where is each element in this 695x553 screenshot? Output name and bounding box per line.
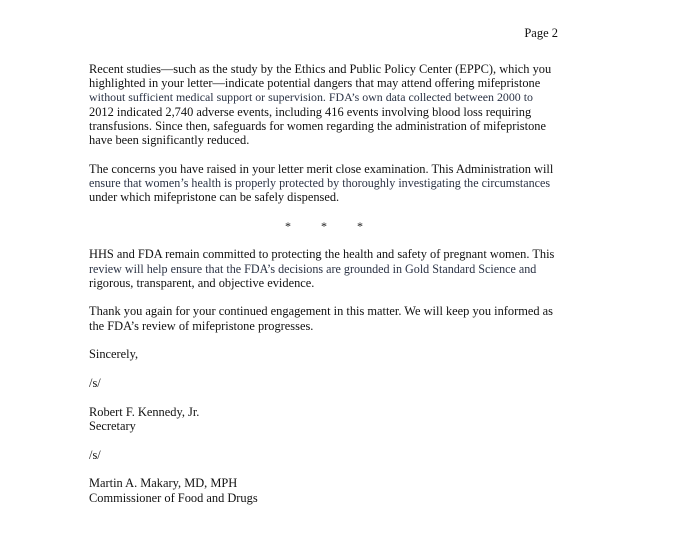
paragraph-line: transfusions. Since then, safeguards for women regarding the administration of mifepristone	[89, 118, 546, 133]
signature-mark-commissioner: /s/	[89, 447, 101, 462]
paragraph-line: under which mifepristone can be safely dispensed.	[89, 190, 340, 205]
paragraph-line: the FDA’s review of mifepristone progresses.	[89, 318, 314, 333]
paragraph-line: highlighted in your letter—indicate potential dangers that may attend offering mifepristone	[89, 76, 541, 91]
paragraph-line: ensure that women’s health is properly protected by thoroughly investigating the circumstances	[89, 175, 551, 190]
separator-star: *	[321, 218, 327, 233]
paragraph-line: without sufficient medical support or supervision. FDA’s own data collected between 2000 to	[89, 90, 533, 105]
paragraph-line: 2012 indicated 2,740 adverse events, including 416 events involving blood loss requiring	[89, 104, 532, 119]
signatory-secretary	[89, 405, 563, 433]
paragraph-studies	[89, 62, 563, 147]
paragraph-line: HHS and FDA remain committed to protecting the health and safety of pregnant women. This	[89, 247, 555, 262]
paragraph-line: review will help ensure that the FDA’s decisions are grounded in Gold Standard Science and	[89, 261, 537, 276]
signatory-name: Martin A. Makary, MD, MPH	[89, 476, 238, 491]
paragraph-line: have been significantly reduced.	[89, 133, 250, 148]
separator-star: *	[357, 218, 363, 233]
closing-salutation: Sincerely,	[89, 347, 139, 362]
section-separator	[89, 219, 563, 233]
paragraph-line: Thank you again for your continued engagement in this matter. We will keep you informed as	[89, 304, 553, 319]
paragraph-line: The concerns you have raised in your letter merit close examination. This Administration will	[89, 161, 554, 176]
paragraph-commitment	[89, 247, 563, 290]
paragraph-line: Recent studies—such as the study by the Ethics and Public Policy Center (EPPC), which you	[89, 62, 552, 76]
signatory-commissioner	[89, 476, 563, 504]
signature-mark-secretary: /s/	[89, 376, 101, 391]
signatory-name: Robert F. Kennedy, Jr.	[89, 404, 200, 419]
paragraph-thanks	[89, 304, 563, 332]
letter-body	[89, 62, 563, 519]
page-number: Page 2	[524, 26, 558, 40]
separator-star: *	[285, 218, 291, 233]
signatory-title: Commissioner of Food and Drugs	[89, 490, 258, 505]
paragraph-line: rigorous, transparent, and objective evidence.	[89, 275, 315, 290]
paragraph-concerns	[89, 162, 563, 205]
signatory-title: Secretary	[89, 418, 136, 433]
